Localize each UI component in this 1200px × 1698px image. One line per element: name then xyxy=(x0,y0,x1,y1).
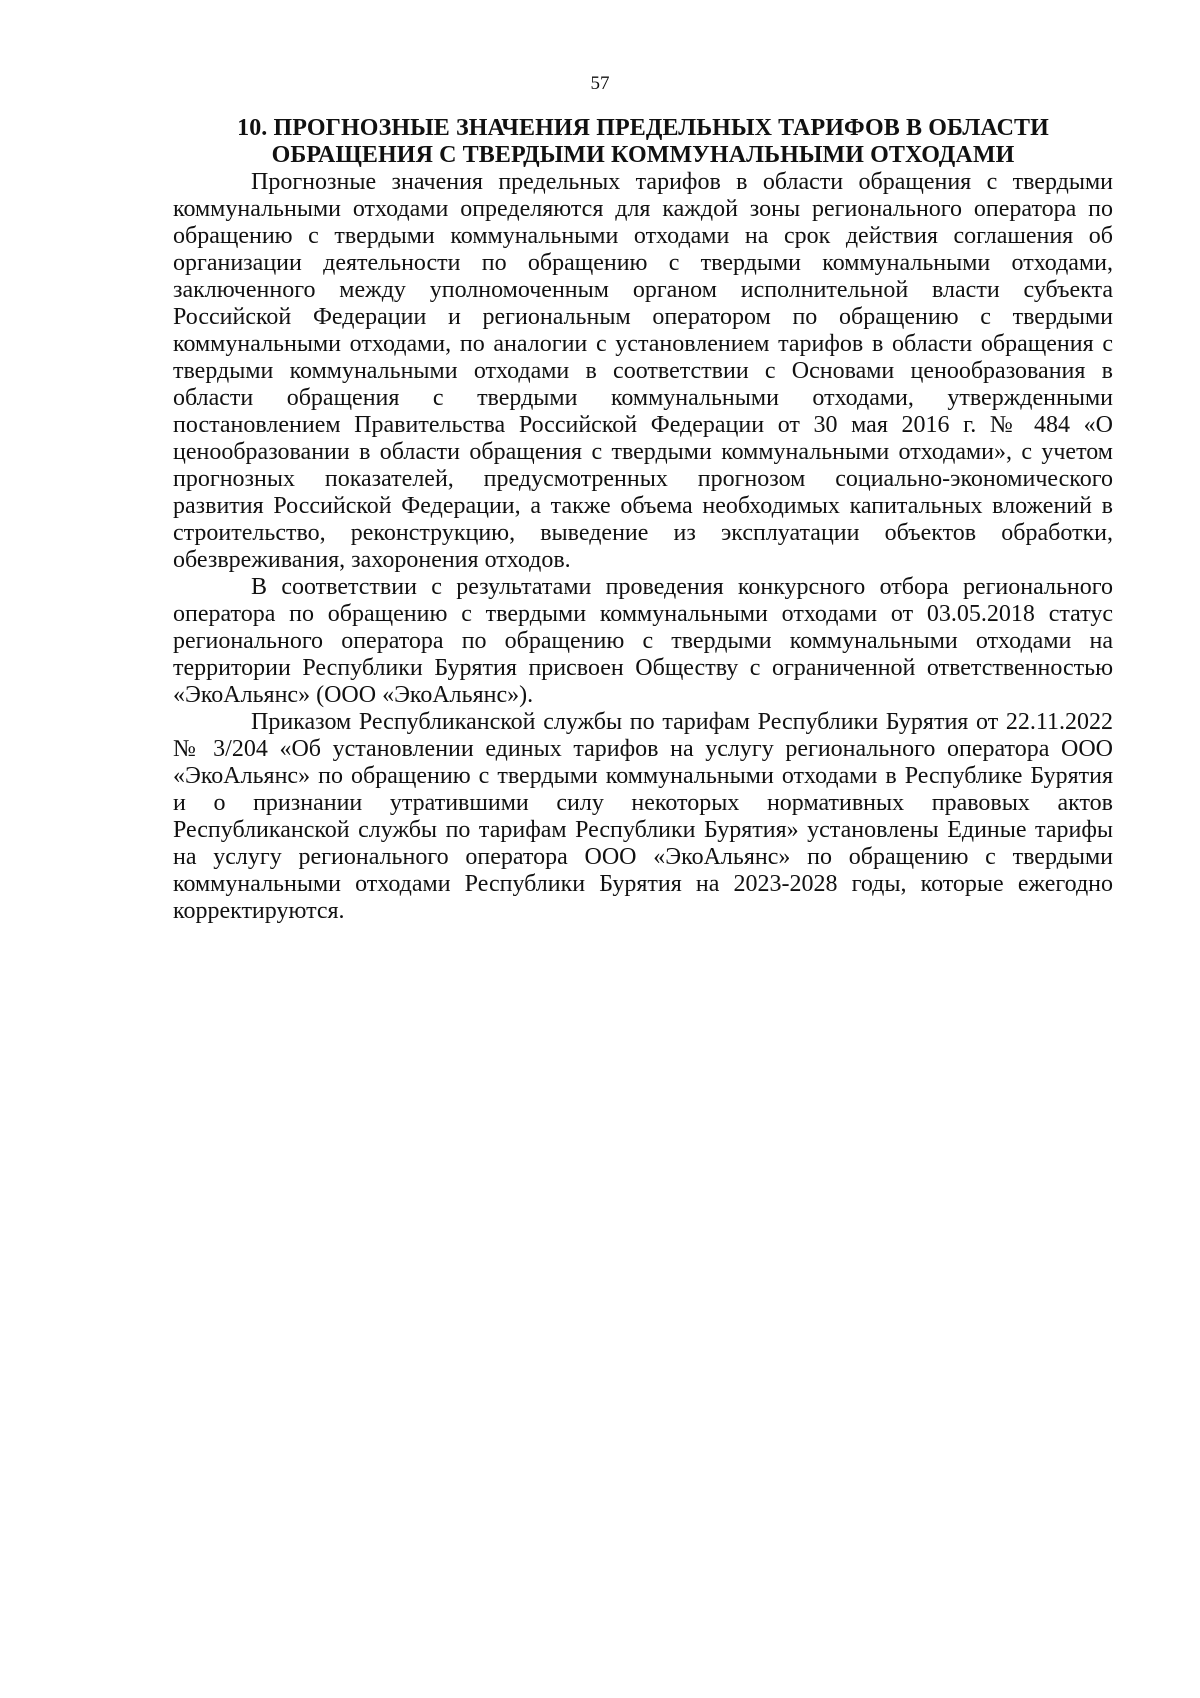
section-heading xyxy=(173,115,1113,169)
paragraph-regional-operator-status: В соответствии с результатами проведения конкурсного отбора регионального оператора по обращению с твердыми коммунальными отходами от 03.05.2018 статус регионального оператора по обращению с твердыми коммунальными отходами на территории Республики Бурятия присвоен Обществу с ограниченной ответственностью «ЭкоАльянс» (ООО «ЭкоАльянс»). xyxy=(173,574,1113,708)
section-heading-line-1: 10. ПРОГНОЗНЫЕ ЗНАЧЕНИЯ ПРЕДЕЛЬНЫХ ТАРИФОВ В ОБЛАСТИ xyxy=(237,115,1049,141)
paragraph-tariff-order: Приказом Республиканской службы по тарифам Республики Бурятия от 22.11.2022 № 3/204 «Об установлении единых тарифов на услугу регионального оператора ООО «ЭкоАльянс» по обращению с твердыми коммунальными отходами в Республике Бурятия и о признании утратившими силу некоторых нормативных правовых актов Республиканской службы по тарифам Республики Бурятия» установлены Единые тарифы на услугу регионального оператора ООО «ЭкоАльянс» по обращению с твердыми коммунальными отходами Республики Бурятия на 2023-2028 годы, которые ежегодно корректируются. xyxy=(173,709,1113,924)
document-body xyxy=(173,115,1113,925)
paragraph-forecast-tariffs: Прогнозные значения предельных тарифов в области обращения с твердыми коммунальными отходами определяются для каждой зоны регионального оператора по обращению с твердыми коммунальными отходами на срок действия соглашения об организации деятельности по обращению с твердыми коммунальными отходами, заключенного между уполномоченным органом исполнительной власти субъекта Российской Федерации и региональным оператором по обращению с твердыми коммунальными отходами, по аналогии с установлением тарифов в области обращения с твердыми коммунальными отходами в соответствии с Основами ценообразования в области обращения с твердыми коммунальными отходами, утвержденными постановлением Правительства Российской Федерации от 30 мая 2016 г. № 484 «О ценообразовании в области обращения с твердыми коммунальными отходами», с учетом прогнозных показателей, предусмотренных прогнозом социально-экономического развития Российской Федерации, а также объема необходимых капитальных вложений в строительство, реконструкцию, выведение из эксплуатации объектов обработки, обезвреживания, захоронения отходов. xyxy=(173,169,1113,573)
section-heading-line-2: ОБРАЩЕНИЯ С ТВЕРДЫМИ КОММУНАЛЬНЫМИ ОТХОДАМИ xyxy=(271,142,1015,168)
page-number: 57 xyxy=(590,73,610,94)
